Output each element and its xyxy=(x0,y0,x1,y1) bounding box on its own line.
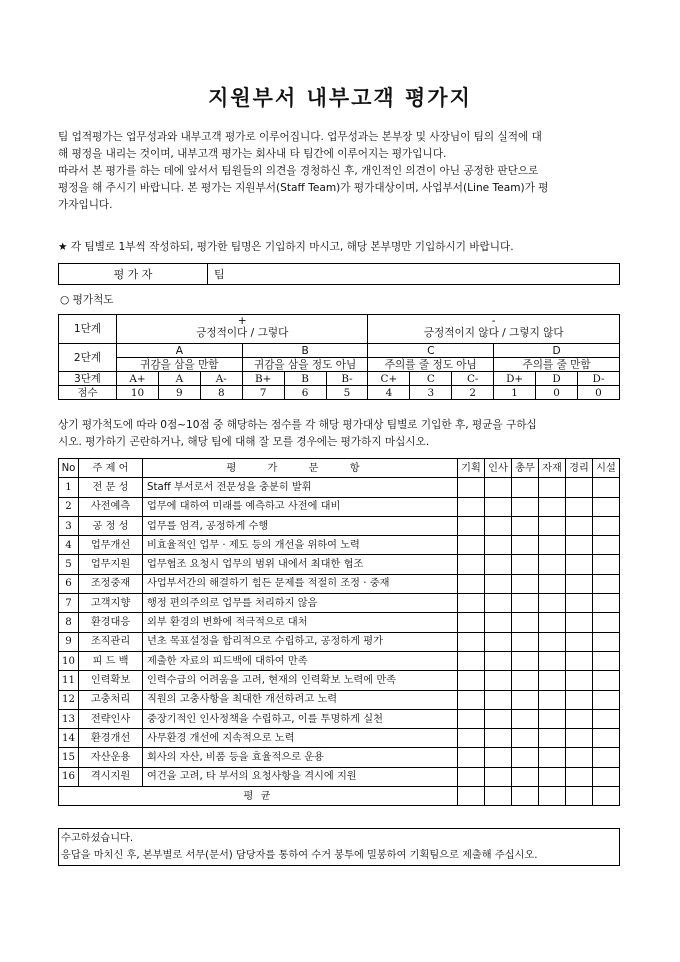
score-entry-cell[interactable] xyxy=(485,632,512,651)
score-entry-cell[interactable] xyxy=(458,497,485,516)
score-entry-cell[interactable] xyxy=(539,651,566,670)
group-letter: D xyxy=(494,344,620,358)
item-description: 제출한 자료의 피드백에 대하여 만족 xyxy=(143,651,458,670)
score-entry-cell[interactable] xyxy=(593,690,620,709)
header-team: 기획 xyxy=(458,459,485,478)
score-entry-cell[interactable] xyxy=(566,671,593,690)
score-entry-cell[interactable] xyxy=(485,594,512,613)
average-entry-cell[interactable] xyxy=(458,787,485,806)
score-cell: 6 xyxy=(284,386,326,400)
score-entry-cell[interactable] xyxy=(539,574,566,593)
item-no: 4 xyxy=(59,536,79,555)
item-row xyxy=(59,536,620,555)
grade-cell: D- xyxy=(577,372,619,386)
score-entry-cell[interactable] xyxy=(566,748,593,767)
item-row xyxy=(59,555,620,574)
score-cell: 8 xyxy=(200,386,242,400)
positive-text: 긍정적이다 / 그렇다 xyxy=(196,327,289,339)
item-row xyxy=(59,497,620,516)
score-entry-cell[interactable] xyxy=(539,594,566,613)
item-no: 3 xyxy=(59,516,79,535)
score-entry-cell[interactable] xyxy=(539,671,566,690)
score-entry-cell[interactable] xyxy=(566,574,593,593)
score-entry-cell[interactable] xyxy=(512,594,539,613)
grade-cell: D+ xyxy=(494,372,536,386)
item-no: 13 xyxy=(59,709,79,728)
score-entry-cell[interactable] xyxy=(485,536,512,555)
item-topic: 피 드 백 xyxy=(79,651,143,670)
item-row xyxy=(59,594,620,613)
item-topic: 업무개선 xyxy=(79,536,143,555)
item-description: 여건을 고려, 타 부서의 요청사항을 격시에 지원 xyxy=(143,767,458,786)
score-cell: 7 xyxy=(242,386,284,400)
item-row xyxy=(59,516,620,535)
score-entry-cell[interactable] xyxy=(566,613,593,632)
item-topic: 조직관리 xyxy=(79,632,143,651)
header-topic: 주 제 어 xyxy=(79,459,143,478)
average-row xyxy=(59,787,620,806)
item-no: 7 xyxy=(59,594,79,613)
score-entry-cell[interactable] xyxy=(566,536,593,555)
score-entry-cell[interactable] xyxy=(593,555,620,574)
score-entry-cell[interactable] xyxy=(593,536,620,555)
score-cell: 5 xyxy=(326,386,368,400)
item-no: 12 xyxy=(59,690,79,709)
item-row xyxy=(59,671,620,690)
score-entry-cell[interactable] xyxy=(593,709,620,728)
grade-cell: C+ xyxy=(368,372,410,386)
score-entry-cell[interactable] xyxy=(485,767,512,786)
group-desc: 주의를 줄 정도 아님 xyxy=(368,358,494,372)
item-topic: 환경대응 xyxy=(79,613,143,632)
positive-cell xyxy=(117,315,368,344)
item-topic: 환경개선 xyxy=(79,729,143,748)
item-no: 9 xyxy=(59,632,79,651)
item-row xyxy=(59,729,620,748)
item-description: Staff 부서로서 전문성을 충분히 발휘 xyxy=(143,478,458,497)
footer-box xyxy=(58,828,620,866)
average-label: 평 균 xyxy=(59,787,458,806)
header-desc: 평 가 문 항 xyxy=(143,459,458,478)
score-entry-cell[interactable] xyxy=(458,729,485,748)
negative-text: 긍정적이지 않다 / 그렇지 않다 xyxy=(423,327,564,339)
item-row xyxy=(59,690,620,709)
score-entry-cell[interactable] xyxy=(512,478,539,497)
grade-cell: D xyxy=(536,372,578,386)
score-entry-cell[interactable] xyxy=(593,594,620,613)
score-entry-cell[interactable] xyxy=(539,555,566,574)
score-entry-cell[interactable] xyxy=(458,690,485,709)
evaluator-label: 평 가 자 xyxy=(59,264,208,285)
footer-thanks: 수고하셨습니다. xyxy=(61,833,134,844)
step2-label: 2단계 xyxy=(59,344,117,372)
item-no: 16 xyxy=(59,767,79,786)
score-entry-cell[interactable] xyxy=(512,671,539,690)
evaluator-table xyxy=(58,263,620,285)
score-entry-cell[interactable] xyxy=(512,767,539,786)
step1-label: 1단계 xyxy=(59,315,117,344)
item-description: 업무에 대하여 미래를 예측하고 사전에 대비 xyxy=(143,497,458,516)
intro-line: 가자입니다. xyxy=(58,199,113,211)
score-entry-cell[interactable] xyxy=(539,516,566,535)
item-row xyxy=(59,651,620,670)
negative-sign: - xyxy=(491,315,496,327)
group-desc: 주의를 줄 만함 xyxy=(494,358,620,372)
item-row xyxy=(59,478,620,497)
score-entry-cell[interactable] xyxy=(593,478,620,497)
score-entry-cell[interactable] xyxy=(593,632,620,651)
evaluator-team-field[interactable] xyxy=(208,264,620,285)
item-row xyxy=(59,613,620,632)
item-description: 회사의 자산, 비품 등을 효율적으로 운용 xyxy=(143,748,458,767)
intro-paragraph xyxy=(58,129,624,214)
group-desc: 귀감을 삼을 만함 xyxy=(117,358,243,372)
score-entry-cell[interactable] xyxy=(539,729,566,748)
score-entry-cell[interactable] xyxy=(512,690,539,709)
item-no: 2 xyxy=(59,497,79,516)
score-entry-cell[interactable] xyxy=(539,613,566,632)
group-letter: C xyxy=(368,344,494,358)
score-entry-cell[interactable] xyxy=(458,536,485,555)
score-cell: 2 xyxy=(452,386,494,400)
group-desc: 귀감을 삼을 정도 아님 xyxy=(242,358,368,372)
grade-cell: A+ xyxy=(117,372,159,386)
grade-cell: B+ xyxy=(242,372,284,386)
item-no: 11 xyxy=(59,671,79,690)
item-row xyxy=(59,767,620,786)
score-entry-cell[interactable] xyxy=(458,613,485,632)
average-entry-cell[interactable] xyxy=(485,787,512,806)
item-topic: 전 문 성 xyxy=(79,478,143,497)
group-letter: A xyxy=(117,344,243,358)
score-entry-cell[interactable] xyxy=(539,767,566,786)
score-entry-cell[interactable] xyxy=(539,478,566,497)
item-topic: 격시지원 xyxy=(79,767,143,786)
score-entry-cell[interactable] xyxy=(512,729,539,748)
item-topic: 사전예측 xyxy=(79,497,143,516)
header-team: 인사 xyxy=(485,459,512,478)
score-entry-cell[interactable] xyxy=(512,748,539,767)
item-topic: 업무지원 xyxy=(79,555,143,574)
footer-instruction: 응답을 마치신 후, 본부별로 서무(문서) 담당자를 통하여 수거 봉투에 밀봉하여 기획팀으로 제출해 주십시오. xyxy=(61,850,538,861)
items-header-row xyxy=(59,459,620,478)
instructions xyxy=(58,417,624,451)
score-entry-cell[interactable] xyxy=(593,516,620,535)
grade-cell: C xyxy=(410,372,452,386)
item-description: 행정 편의주의로 업무를 처리하지 않음 xyxy=(143,594,458,613)
evaluation-items-table xyxy=(58,458,620,806)
instruction-line: 상기 평가척도에 따라 0점~10점 중 해당하는 점수를 각 해당 평가대상 팀별로 기입한 후, 평균을 구하십 xyxy=(58,419,537,431)
score-entry-cell[interactable] xyxy=(593,748,620,767)
average-entry-cell[interactable] xyxy=(566,787,593,806)
group-letter: B xyxy=(242,344,368,358)
score-entry-cell[interactable] xyxy=(512,613,539,632)
instruction-line: 시오. 평가하기 곤란하거나, 해당 팀에 대해 잘 모를 경우에는 평가하지 마십시오. xyxy=(58,436,430,448)
item-description: 업무협조 요청시 업무의 범위 내에서 최대한 협조 xyxy=(143,555,458,574)
item-description: 사업부서간의 해결하기 힘든 문제를 적절히 조정 · 중재 xyxy=(143,574,458,593)
score-entry-cell[interactable] xyxy=(512,497,539,516)
score-entry-cell[interactable] xyxy=(512,516,539,535)
item-no: 8 xyxy=(59,613,79,632)
item-description: 인력수급의 어려움을 고려, 현재의 인력확보 노력에 만족 xyxy=(143,671,458,690)
header-team: 자재 xyxy=(539,459,566,478)
score-entry-cell[interactable] xyxy=(458,767,485,786)
score-cell: 0 xyxy=(536,386,578,400)
score-entry-cell[interactable] xyxy=(566,632,593,651)
score-entry-cell[interactable] xyxy=(458,748,485,767)
average-entry-cell[interactable] xyxy=(593,787,620,806)
score-entry-cell[interactable] xyxy=(458,594,485,613)
item-description: 중장기적인 인사정책을 수립하고, 이를 투명하게 실천 xyxy=(143,709,458,728)
header-team: 시설 xyxy=(593,459,620,478)
score-entry-cell[interactable] xyxy=(566,516,593,535)
grade-cell: C- xyxy=(452,372,494,386)
score-label: 점수 xyxy=(59,386,117,400)
score-entry-cell[interactable] xyxy=(485,709,512,728)
score-entry-cell[interactable] xyxy=(566,555,593,574)
score-entry-cell[interactable] xyxy=(485,651,512,670)
average-entry-cell[interactable] xyxy=(512,787,539,806)
item-no: 14 xyxy=(59,729,79,748)
average-entry-cell[interactable] xyxy=(539,787,566,806)
item-row xyxy=(59,709,620,728)
score-cell: 1 xyxy=(494,386,536,400)
score-entry-cell[interactable] xyxy=(593,574,620,593)
score-entry-cell[interactable] xyxy=(512,651,539,670)
score-entry-cell[interactable] xyxy=(566,478,593,497)
score-entry-cell[interactable] xyxy=(566,767,593,786)
score-entry-cell[interactable] xyxy=(458,651,485,670)
item-no: 1 xyxy=(59,478,79,497)
step3-label: 3단계 xyxy=(59,372,117,386)
score-entry-cell[interactable] xyxy=(458,574,485,593)
score-entry-cell[interactable] xyxy=(512,536,539,555)
score-entry-cell[interactable] xyxy=(458,632,485,651)
item-topic: 자산운용 xyxy=(79,748,143,767)
score-entry-cell[interactable] xyxy=(485,671,512,690)
item-row xyxy=(59,632,620,651)
score-entry-cell[interactable] xyxy=(512,709,539,728)
score-cell: 9 xyxy=(158,386,200,400)
score-entry-cell[interactable] xyxy=(512,555,539,574)
item-description: 업무를 엄격, 공정하게 수행 xyxy=(143,516,458,535)
score-entry-cell[interactable] xyxy=(458,671,485,690)
score-cell: 4 xyxy=(368,386,410,400)
header-team: 총무 xyxy=(512,459,539,478)
score-entry-cell[interactable] xyxy=(512,632,539,651)
intro-line: 따라서 본 평가를 하는 데에 앞서서 팀원들의 의견을 경청하신 후, 개인적인 의견이 아닌 공정한 판단으로 xyxy=(58,165,539,177)
score-entry-cell[interactable] xyxy=(593,651,620,670)
score-entry-cell[interactable] xyxy=(593,497,620,516)
score-entry-cell[interactable] xyxy=(566,594,593,613)
positive-sign: + xyxy=(237,315,247,327)
rating-scale-table xyxy=(58,314,620,400)
item-no: 10 xyxy=(59,651,79,670)
scale-heading: ○ 평가척도 xyxy=(60,294,114,306)
score-entry-cell[interactable] xyxy=(539,632,566,651)
score-entry-cell[interactable] xyxy=(593,729,620,748)
grade-cell: A xyxy=(158,372,200,386)
intro-line: 평정을 해 주시기 바랍니다. 본 평가는 지원부서(Staff Team)가 평가대상이며, 사업부서(Line Team)가 평 xyxy=(58,182,549,194)
intro-line: 해 평정을 내리는 것이며, 내부고객 평가는 회사내 타 팀간에 이루어지는 평가입니다. xyxy=(58,148,447,160)
score-entry-cell[interactable] xyxy=(593,767,620,786)
item-description: 비효율적인 업무 · 제도 등의 개선을 위하여 노력 xyxy=(143,536,458,555)
item-topic: 조정중재 xyxy=(79,574,143,593)
score-entry-cell[interactable] xyxy=(512,574,539,593)
item-no: 15 xyxy=(59,748,79,767)
score-entry-cell[interactable] xyxy=(485,555,512,574)
score-entry-cell[interactable] xyxy=(539,748,566,767)
score-entry-cell[interactable] xyxy=(539,709,566,728)
grade-cell: A- xyxy=(200,372,242,386)
score-entry-cell[interactable] xyxy=(485,574,512,593)
score-entry-cell[interactable] xyxy=(458,478,485,497)
item-description: 외부 환경의 변화에 적극적으로 대처 xyxy=(143,613,458,632)
score-entry-cell[interactable] xyxy=(566,729,593,748)
score-entry-cell[interactable] xyxy=(485,478,512,497)
score-entry-cell[interactable] xyxy=(485,748,512,767)
negative-cell xyxy=(368,315,620,344)
score-entry-cell[interactable] xyxy=(593,671,620,690)
grade-cell: B- xyxy=(326,372,368,386)
evaluator-team-suffix: 팀 xyxy=(214,268,225,281)
item-row xyxy=(59,574,620,593)
item-description: 직원의 고충사항을 최대한 개선하려고 노력 xyxy=(143,690,458,709)
score-entry-cell[interactable] xyxy=(566,709,593,728)
score-entry-cell[interactable] xyxy=(458,555,485,574)
form-title: 지원부서 내부고객 평가지 xyxy=(208,85,472,110)
item-topic: 공 정 성 xyxy=(79,516,143,535)
item-description: 사무환경 개선에 지속적으로 노력 xyxy=(143,729,458,748)
score-cell: 10 xyxy=(117,386,159,400)
score-entry-cell[interactable] xyxy=(485,516,512,535)
header-team: 경리 xyxy=(566,459,593,478)
intro-line: 팀 업적평가는 업무성과와 내부고객 평가로 이루어집니다. 업무성과는 본부장 및 사장님이 팀의 실적에 대 xyxy=(58,131,542,143)
score-entry-cell[interactable] xyxy=(539,690,566,709)
score-entry-cell[interactable] xyxy=(485,497,512,516)
item-no: 6 xyxy=(59,574,79,593)
score-entry-cell[interactable] xyxy=(539,497,566,516)
score-entry-cell[interactable] xyxy=(485,613,512,632)
score-entry-cell[interactable] xyxy=(485,729,512,748)
score-cell: 3 xyxy=(410,386,452,400)
grade-cell: B xyxy=(284,372,326,386)
score-entry-cell[interactable] xyxy=(485,690,512,709)
item-row xyxy=(59,748,620,767)
item-topic: 인력확보 xyxy=(79,671,143,690)
score-entry-cell[interactable] xyxy=(566,690,593,709)
score-entry-cell[interactable] xyxy=(458,709,485,728)
score-cell: 0 xyxy=(577,386,619,400)
score-entry-cell[interactable] xyxy=(566,651,593,670)
item-topic: 전략인사 xyxy=(79,709,143,728)
item-topic: 고객지향 xyxy=(79,594,143,613)
score-entry-cell[interactable] xyxy=(539,536,566,555)
score-entry-cell[interactable] xyxy=(458,516,485,535)
score-entry-cell[interactable] xyxy=(593,613,620,632)
item-description: 년초 목표설정을 합리적으로 수립하고, 공정하게 평가 xyxy=(143,632,458,651)
item-no: 5 xyxy=(59,555,79,574)
header-no: No xyxy=(59,459,79,478)
star-note: ★ 각 팀별로 1부씩 작성하되, 평가한 팀명은 기입하지 마시고, 해당 본부명만 기입하시기 바랍니다. xyxy=(58,241,514,253)
item-topic: 고충처리 xyxy=(79,690,143,709)
score-entry-cell[interactable] xyxy=(566,497,593,516)
